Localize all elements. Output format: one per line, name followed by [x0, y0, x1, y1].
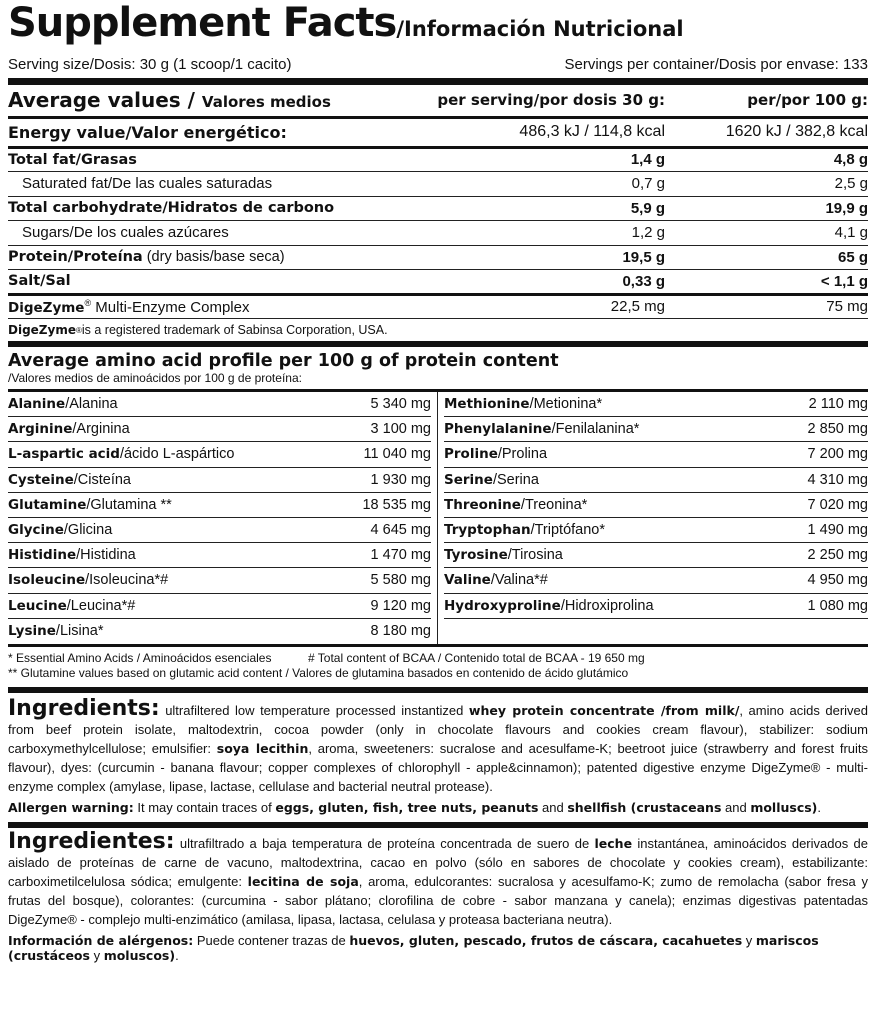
ingredients-highlight: soya lecithin [216, 740, 309, 756]
amino-value: 1 470 mg [370, 547, 431, 564]
amino-name-es: /Cisteína [73, 471, 131, 488]
amino-name [444, 572, 548, 588]
amino-name-en: Isoleucine [8, 572, 86, 589]
amino-name-es: /Lisina* [55, 623, 104, 640]
amino-name [8, 421, 130, 437]
amino-name-es: /Serina [492, 471, 539, 488]
amino-value: 1 930 mg [370, 471, 431, 488]
servings-per-container: Servings per container/Dosis por envase: 133 [564, 55, 868, 73]
trademark-note [8, 319, 868, 347]
amino-name-es: /Isoleucina*# [85, 572, 169, 589]
supplement-facts-label [8, 0, 868, 963]
amino-name-en: Lysine [8, 623, 56, 640]
carbohydrate-serving: 5,9 g [400, 196, 665, 221]
allergen-text: and [721, 799, 751, 815]
amino-row [8, 442, 431, 467]
protein-row [8, 245, 868, 270]
footnote-glutamine: ** Glutamine values based on glutamic acid content / Valores de glutamina basados en contenido de ácido glutámico [8, 665, 629, 680]
alergenos-text: y [89, 947, 104, 963]
per-100g-header: per/por 100 g: [665, 85, 868, 117]
amino-name-es: /Glicina [63, 522, 113, 539]
amino-name-en: Methionine [444, 396, 530, 413]
amino-row [8, 594, 431, 619]
ingredientes-text: instantánea, aminoácidos derivados de aislado de proteínas de carne de vacuno, maltodextrina, cacao en polvo (sólo en sabores de chocolate y cookies cream), estabilizante: carboximetilcelulosa sódica; emulgente: [8, 835, 869, 889]
amino-row [8, 543, 431, 568]
alergenos-item: mariscos (crustáceos [8, 932, 819, 963]
title-main: Supplement Facts [8, 0, 397, 46]
amino-name [8, 396, 118, 412]
per-serving-header: per serving/por dosis 30 g: [400, 85, 665, 117]
trademark-reg: ® [75, 325, 82, 335]
total-fat-row [8, 147, 868, 172]
amino-left-column [8, 392, 438, 644]
digezyme-label-rest: Multi-Enzyme Complex [91, 298, 250, 316]
amino-name-es: /Valina*# [490, 572, 548, 589]
amino-name-en: Proline [444, 446, 498, 463]
amino-value: 4 950 mg [807, 572, 868, 589]
footnotes [8, 651, 868, 693]
amino-value: 7 200 mg [807, 446, 868, 463]
amino-right-column [438, 392, 868, 644]
amino-value: 7 020 mg [807, 496, 868, 513]
amino-value: 9 120 mg [370, 597, 431, 614]
amino-name [8, 472, 131, 488]
saturated-fat-per100: 2,5 g [665, 172, 868, 197]
amino-row [444, 493, 868, 518]
alergenos-text: y [742, 932, 756, 948]
average-values-label: Average values [8, 88, 181, 113]
amino-name [8, 446, 234, 462]
ingredients-text: , aroma, sweeteners: sucralose and acesulfame-K; beetroot juice (strawberry and forest fruits flavour), dyes: (curcumin - banana flavour; copper complexes of chlorophyll - apple&cinnamon); patented digestive enzyme DigeZyme® - multi-enzyme complex (amylase, lipase, lactase, cellulase and bacterial neutral protease). [8, 740, 869, 794]
protein-serving: 19,5 g [400, 245, 665, 270]
amino-name [8, 598, 135, 614]
amino-row [8, 392, 431, 417]
amino-name-es: /Triptófano* [530, 522, 605, 539]
amino-name-en: Alanine [8, 396, 66, 413]
carbohydrate-row [8, 196, 868, 221]
amino-name [444, 522, 605, 538]
allergen-item: molluscs) [750, 799, 818, 815]
ingredientes-highlight: leche [594, 835, 633, 851]
ingredientes-text: ultrafiltrado a baja temperatura de proteína concentrada de suero de [174, 835, 595, 851]
amino-value: 5 580 mg [370, 572, 431, 589]
amino-title: Average amino acid profile per 100 g of protein content [8, 351, 559, 371]
ingredients-es [8, 828, 869, 929]
amino-value: 4 310 mg [807, 471, 868, 488]
amino-value: 2 850 mg [807, 421, 868, 438]
amino-name [8, 572, 168, 588]
nutrition-table [8, 85, 868, 319]
amino-name [444, 396, 602, 412]
allergen-text: . [817, 799, 822, 815]
salt-serving: 0,33 g [400, 270, 665, 295]
amino-value: 2 250 mg [807, 547, 868, 564]
amino-name-en: Serine [444, 471, 493, 488]
amino-name-en: Threonine [444, 496, 521, 513]
amino-name-es: /Alanina [65, 396, 118, 413]
salt-per100: < 1,1 g [665, 270, 868, 295]
saturated-fat-row [8, 172, 868, 197]
digezyme-serving: 22,5 mg [400, 294, 665, 319]
ingredients-text: , amino acids derived from beef protein isolate, maltodextrin, cocoa powder (only in chocolate flavours and cookies cream flavour), stabilizer: sodium carboxymethylcellulose; emulsifier: [8, 702, 868, 756]
digezyme-label: DigeZyme [8, 299, 85, 316]
digezyme-per100: 75 mg [665, 294, 868, 319]
footnote-bcaa: # Total content of BCAA / Contenido total de BCAA - 19 650 mg [308, 650, 645, 665]
amino-row [444, 392, 868, 417]
digezyme-row [8, 294, 868, 319]
amino-name-en: Arginine [8, 421, 73, 438]
amino-row [8, 468, 431, 493]
amino-name-en: L-aspartic acid [8, 446, 120, 463]
amino-name [8, 623, 103, 639]
amino-name [444, 421, 639, 437]
serving-info [8, 52, 868, 85]
amino-value: 8 180 mg [370, 623, 431, 640]
footnote-essential: * Essential Amino Acids / Aminoácidos esenciales [8, 650, 272, 665]
energy-per100: 1620 kJ / 382,8 kcal [665, 117, 868, 147]
amino-name-es: /Leucina*# [66, 597, 136, 614]
allergen-warning-es [8, 933, 868, 963]
amino-name-en: Leucine [8, 597, 67, 614]
nutrition-header-row [8, 85, 868, 117]
amino-name-es: /Treonina* [520, 496, 588, 513]
ingredients-heading: Ingredients: [8, 695, 160, 721]
ingredients-text: ultrafiltered low temperature processed instantized [159, 702, 469, 718]
ingredientes-highlight: lecitina de soja [247, 873, 359, 889]
salt-label: Salt/Sal [8, 270, 400, 295]
amino-name [444, 472, 539, 488]
allergen-item: eggs, gluten, fish, tree nuts, peanuts [275, 799, 539, 815]
protein-per100: 65 g [665, 245, 868, 270]
alergenos-text: . [175, 947, 179, 963]
amino-name-en: Phenylalanine [444, 421, 552, 438]
allergen-text: and [538, 799, 568, 815]
total-fat-label: Total fat/Grasas [8, 147, 400, 172]
ingredientes-text: , aroma, edulcorantes: sucralosa y acesulfamo-K; zumo de remolacha (sabor fresa y frutas del bosque), colorantes: (curcumina - sabor plátano; clorofilina de cobre - sabor manzana y canela); enzimas digestivas patentadas DigeZyme® - complejo multi-enzimático (amilasa, lipasa, lactasa, celulasa y proteasa bacteriana neutra). [8, 873, 868, 927]
amino-name [8, 497, 172, 513]
serving-size: Serving size/Dosis: 30 g (1 scoop/1 cacito) [8, 55, 292, 73]
digezyme-reg: ® [84, 297, 92, 308]
amino-name [444, 446, 547, 462]
amino-name-en: Glutamine [8, 496, 87, 513]
amino-name-es: /Glutamina ** [86, 496, 172, 513]
total-fat-per100: 4,8 g [665, 147, 868, 172]
amino-name-es: /Histidina [76, 547, 136, 564]
amino-subtitle: /Valores medios de aminoácidos por 100 g de proteína: [8, 371, 868, 392]
alergenos-text: Puede contener trazas de [193, 932, 350, 948]
allergen-label: Allergen warning: [8, 799, 134, 815]
ingredients-highlight: whey protein concentrate /from milk/ [468, 702, 740, 718]
sugars-label: Sugars/De los cuales azúcares [8, 221, 400, 246]
amino-value: 4 645 mg [370, 522, 431, 539]
amino-row [444, 594, 868, 619]
amino-value: 3 100 mg [370, 421, 431, 438]
trademark-text: is a registered trademark of Sabinsa Corporation, USA. [81, 323, 388, 337]
amino-table [8, 392, 868, 647]
total-fat-serving: 1,4 g [400, 147, 665, 172]
amino-row [8, 619, 431, 644]
amino-row [444, 468, 868, 493]
title-sub: /Información Nutricional [396, 17, 684, 41]
amino-row [444, 442, 868, 467]
amino-empty-row [444, 619, 868, 644]
amino-name [8, 522, 112, 538]
amino-name-en: Valine [444, 572, 491, 589]
sugars-per100: 4,1 g [665, 221, 868, 246]
amino-value: 5 340 mg [370, 396, 431, 413]
carbohydrate-label: Total carbohydrate/Hidratos de carbono [8, 196, 400, 221]
amino-name-es: /Arginina [72, 421, 130, 438]
amino-name-en: Tryptophan [444, 522, 531, 539]
amino-value: 11 040 mg [363, 446, 431, 463]
amino-row [444, 568, 868, 593]
amino-value: 18 535 mg [362, 496, 431, 513]
allergen-item: shellfish (crustaceans [567, 799, 722, 815]
amino-name [444, 497, 587, 513]
energy-row [8, 117, 868, 147]
allergen-warning-en [8, 800, 868, 828]
amino-name-es: /Fenilalanina* [551, 421, 640, 438]
amino-name [8, 547, 136, 563]
amino-name-es: /Tirosina [507, 547, 563, 564]
carbohydrate-per100: 19,9 g [665, 196, 868, 221]
amino-row [444, 543, 868, 568]
ingredientes-heading: Ingredientes: [8, 828, 175, 854]
amino-name-en: Glycine [8, 522, 64, 539]
amino-row [8, 417, 431, 442]
amino-row [8, 518, 431, 543]
sugars-row [8, 221, 868, 246]
amino-name-en: Hydroxyproline [444, 597, 561, 614]
amino-name-es: /Metionina* [529, 396, 603, 413]
protein-label-note: (dry basis/base seca) [142, 249, 285, 266]
title [8, 0, 868, 52]
amino-row [444, 518, 868, 543]
amino-name-en: Histidine [8, 547, 77, 564]
sugars-serving: 1,2 g [400, 221, 665, 246]
amino-value: 1 080 mg [807, 597, 868, 614]
amino-value: 1 490 mg [807, 522, 868, 539]
allergen-text: It may contain traces of [133, 799, 276, 815]
trademark-brand: DigeZyme [8, 323, 76, 337]
alergenos-item: huevos, gluten, pescado, frutos de cáscara, cacahuetes [349, 932, 743, 948]
energy-label: Energy value/Valor energético: [8, 117, 400, 147]
salt-row [8, 270, 868, 295]
amino-name-en: Cysteine [8, 471, 74, 488]
ingredients-en [8, 695, 869, 796]
alergenos-item: moluscos) [103, 947, 176, 963]
energy-serving: 486,3 kJ / 114,8 kcal [400, 117, 665, 147]
saturated-fat-label: Saturated fat/De las cuales saturadas [8, 172, 400, 197]
saturated-fat-serving: 0,7 g [400, 172, 665, 197]
protein-label: Protein/Proteína [8, 249, 143, 266]
alergenos-label: Información de alérgenos: [8, 932, 194, 948]
amino-name-es: /Hidroxiprolina [560, 597, 654, 614]
amino-name [444, 547, 563, 563]
amino-name [444, 598, 654, 614]
amino-row [8, 493, 431, 518]
amino-value: 2 110 mg [808, 396, 868, 413]
amino-name-es: /ácido L-aspártico [119, 446, 235, 463]
amino-name-en: Tyrosine [444, 547, 508, 564]
amino-name-es: /Prolina [497, 446, 548, 463]
header-separator: / [180, 88, 202, 113]
amino-row [444, 417, 868, 442]
valores-medios-label: Valores medios [201, 93, 331, 112]
amino-row [8, 568, 431, 593]
